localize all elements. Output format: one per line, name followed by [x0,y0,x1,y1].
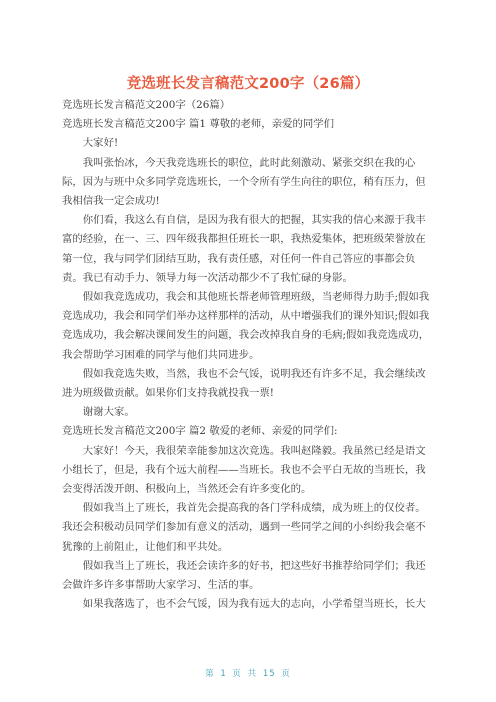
document-title: 竞选班长发言稿范文200字（26篇） [126,76,370,92]
paragraph: 大家好！今天，我很荣幸能参加这次竞选。我叫赵隆毅。我虽然已经是语文小组长了，但是，我有个远大前程——当班长。我也不会平白无故的当班长，我会变得活泼开朗、积极向上，当然还会有许多变化的。 [62,444,426,496]
paragraph: 假如我竞选失败，当然，我也不会气馁，说明我还有许多不足，我会继续改进为班级做贡献。如果你们支持我就投我一票! [62,367,426,400]
paragraph: 我叫张怡冰，今天我竞选班长的职位，此时此刻激动、紧张交织在我的心际，因为与班中众多同学竞选班长，一个令所有学生向往的职位，稍有压力，但我相信我一定会成功! [62,156,426,208]
document-body [62,96,436,614]
section-heading: 竞选班长发言稿范文200字 篇2 敬爱的老师、亲爱的同学们: [62,425,338,438]
paragraph: 你们看，我这么有自信，是因为我有很大的把握，其实我的信心来源于我丰富的经验，在一、三、四年级我都担任班长一职，我热爱集体，把班级荣誉放在第一位，我与同学们团结互助，我有责任感，对任何一件自己答应的事都会负责。我已有动手力、领导力每一次活动都少不了我忙碌的身影。 [62,214,426,284]
paragraph: 如果我落选了，也不会气馁，因为我有远大的志向，小学希望当班长，长大 [82,598,426,611]
paragraph: 大家好! [82,137,119,150]
paragraph: 假如我竞选成功，我会和其他班长帮老师管理班级，当老师得力助手;假如我竞选成功，我会和同学们举办这样那样的活动，从中增强我们的课外知识;假如我竞选成功，我会解决课间发生的问题，我会改掉我自身的毛病;假如我竞选成功，我会帮助学习困难的同学与他们共同进步。 [62,291,430,361]
section-heading: 竞选班长发言稿范文200字 篇1 尊敬的老师，亲爱的同学们 [62,118,335,131]
paragraph: 谢谢大家。 [82,406,135,419]
page-footer: 第 1 页 共 15 页 [205,669,291,679]
paragraph: 竞选班长发言稿范文200字（26篇） [62,99,231,111]
paragraph: 假如我当上了班长，我首先会提高我的各门学科成绩，成为班上的仅佼者。我还会积极动员同学们参加有意义的活动，遇到一些同学之间的小纠纷我会毫不犹豫的上前阻止，让他们和平共处。 [62,502,426,553]
paragraph: 假如我当上了班长，我还会读许多的好书，把这些好书推荐给同学们；我还会做许多许多事帮助大家学习、生活的事。 [62,559,426,592]
